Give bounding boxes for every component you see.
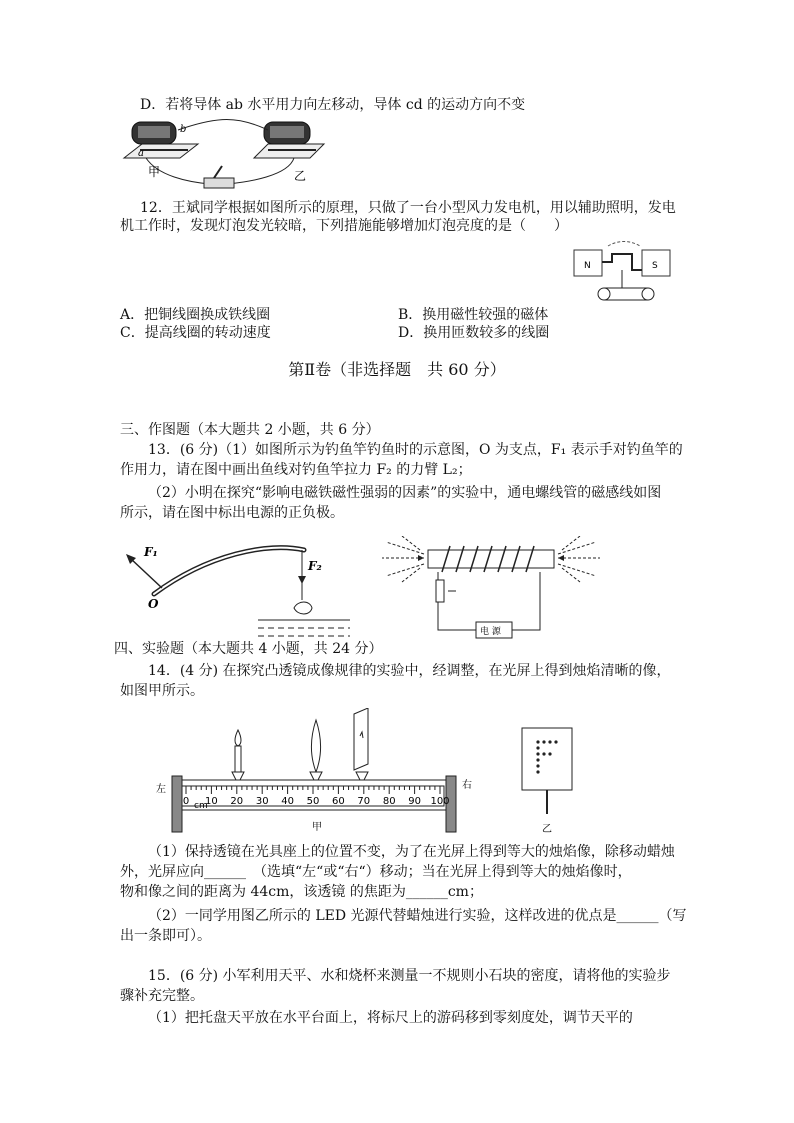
q14-p2-line2: 出一条即可）。 <box>120 928 211 944</box>
part2-title: 第Ⅱ卷（非选择题 共 60 分） <box>288 360 506 379</box>
q14-line1: 14．(4 分) 在探究凸透镜成像规律的实验中，经调整，在光屏上得到烛焰清晰的像， <box>148 663 671 679</box>
q13-power-label: 电 源 <box>480 627 501 637</box>
q13-solenoid-figure <box>372 536 608 646</box>
bench-tick-label: 90 <box>408 796 421 807</box>
bench-tick-label: 60 <box>332 796 345 807</box>
bench-tick-label: 80 <box>382 796 396 807</box>
q12-magnet-s: S <box>652 261 658 271</box>
bench-tick-label: 70 <box>357 796 371 807</box>
q13-line1: 13．(6 分)（1）如图所示为钓鱼竿钓鱼时的示意图，O 为支点，F₁ 表示手对钓鱼竿的 <box>148 442 683 458</box>
q13-f2-label: F₂ <box>308 559 322 573</box>
q13-f1-label: F₁ <box>144 545 158 559</box>
q11-option-d: D．若将导体 ab 水平用力向左移动，导体 cd 的运动方向不变 <box>140 97 526 113</box>
q13-line3: （2）小明在探究“影响电磁铁磁性强弱的因素”的实验中，通电螺线管的磁感线如图 <box>148 485 662 501</box>
q11-label-yi: 乙 <box>294 169 307 183</box>
q15-line2: 骤补充完整。 <box>120 988 204 1004</box>
q11-right-apparatus <box>254 122 324 158</box>
bench-tick-label: 20 <box>230 796 244 807</box>
q14-p1-line1: （1）保持透镜在光具座上的位置不变，为了在光屏上得到等大的烛焰像，除移动蜡烛 <box>148 844 675 860</box>
bench-right-label: 右 <box>462 780 472 791</box>
fig-yi-label: 乙 <box>542 824 552 835</box>
bench-tick-label: 50 <box>306 796 320 807</box>
q13-line4: 所示，请在图中标出电源的正负极。 <box>120 505 344 521</box>
bench-tick-label: 100 <box>430 796 450 807</box>
q14-optical-bench-figure <box>150 708 486 836</box>
bench-tick-label: 10 <box>205 796 218 807</box>
bench-unit: cm <box>194 801 208 811</box>
svg-text:a: a <box>138 148 144 159</box>
q12-option-a: A．把铜线圈换成铁线圈 <box>120 307 271 323</box>
svg-text:b: b <box>180 124 187 135</box>
q12-stem-line2: 机工作时，发现灯泡发光较暗，下列措施能够增加灯泡亮度的是（ ） <box>120 218 568 234</box>
q11-switch <box>204 166 234 188</box>
q13-line2: 作用力，请在图中画出鱼线对钓鱼竿拉力 F₂ 的力臂 L₂； <box>120 462 472 478</box>
q12-option-b: B．换用磁性较强的磁体 <box>398 307 549 323</box>
q12-generator-figure <box>568 240 680 306</box>
bench-tick-label: 0 <box>182 796 190 807</box>
q14-line2: 如图甲所示。 <box>120 683 204 699</box>
fig-jia-label: 甲 <box>312 822 322 833</box>
bench-tick-label: 30 <box>255 796 269 807</box>
screen-icon <box>354 708 368 780</box>
q12-option-c: C．提高线圈的转动速度 <box>120 325 271 341</box>
q12-stem-line1: 12．王斌同学根据如图所示的原理，只做了一台小型风力发电机，用以辅助照明，发电 <box>140 200 676 216</box>
section3-title: 三、作图题（本大题共 2 小题，共 6 分） <box>120 422 380 438</box>
lens-icon <box>310 720 322 780</box>
q13-fishing-rod-figure <box>118 536 358 644</box>
q11-label-jia: 甲 <box>148 165 161 179</box>
q11-figure <box>118 114 328 196</box>
q13-o-label: O <box>148 597 159 611</box>
q14-p1-line2: 外，光屏应向______ （选填“左“或“右“）移动；当在光屏上得到等大的烛焰像时， <box>120 864 632 880</box>
q14-p2-line1: （2）一同学用图乙所示的 LED 光源代替蜡烛进行实验，这样改进的优点是______（写 <box>148 908 687 924</box>
section4-title: 四、实验题（本大题共 4 小题，共 24 分） <box>114 641 383 657</box>
q14-p1-line3: 物和像之间的距离为 44cm，该透镜 的焦距为______cm； <box>120 884 483 900</box>
bench-left-label: 左 <box>156 784 166 795</box>
fish-icon <box>294 602 312 614</box>
q14-led-figure <box>518 724 578 836</box>
q15-line1: 15．(6 分) 小军利用天平、水和烧杯来测量一不规则小石块的密度，请将他的实验步 <box>148 968 671 984</box>
q12-option-d: D．换用匝数较多的线圈 <box>398 325 550 341</box>
bench-tick-label: 40 <box>281 796 294 807</box>
candle-icon <box>232 730 244 780</box>
q15-p1: （1）把托盘天平放在水平台面上，将标尺上的游码移到零刻度处，调节天平的 <box>148 1010 633 1026</box>
q12-magnet-n: N <box>584 261 591 271</box>
